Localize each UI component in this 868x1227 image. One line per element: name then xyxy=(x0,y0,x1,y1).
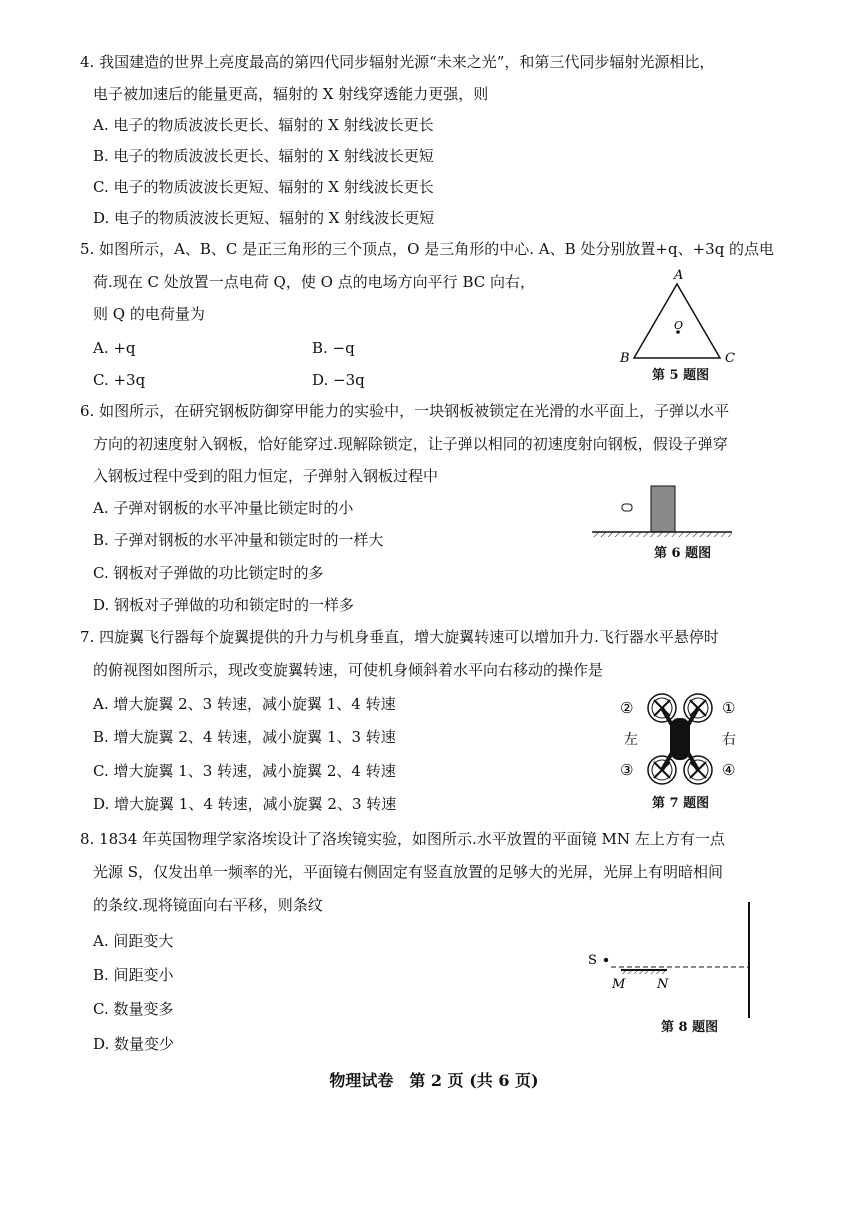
q7-option-c: C. 增大旋翼 1、3 转速，减小旋翼 2、4 转速 xyxy=(93,762,396,780)
rotor-3 xyxy=(648,756,676,784)
q7-figure-caption: 第 7 题图 xyxy=(652,796,710,811)
q4-option-d: D. 电子的物质波波长更短、辐射的 X 射线波长更短 xyxy=(93,209,435,227)
q8-option-c: C. 数量变多 xyxy=(93,1000,174,1018)
q8-option-b: B. 间距变小 xyxy=(93,966,174,984)
rotor-label-3: ③ xyxy=(620,761,634,779)
q5-option-b: B. −q xyxy=(312,339,355,357)
q6-option-b: B. 子弹对钢板的水平冲量和锁定时的一样大 xyxy=(93,531,384,549)
q5-option-d: D. −3q xyxy=(312,371,365,389)
direction-label-right: 右 xyxy=(722,732,736,748)
q7-option-a: A. 增大旋翼 2、3 转速，减小旋翼 1、4 转速 xyxy=(93,695,396,713)
center-label-o: O xyxy=(674,319,684,332)
q5-option-a: A. +q xyxy=(93,339,136,357)
rotor-label-4: ④ xyxy=(722,761,736,779)
q8-stem-line1: 8. 1834 年英国物理学家洛埃设计了洛埃镜实验，如图所示.水平放置的平面镜 MN 左上方有一点 xyxy=(80,830,725,848)
vertex-label-a: A xyxy=(674,268,684,283)
q8-figure-caption: 第 8 题图 xyxy=(661,1020,719,1035)
page-footer: 物理试卷 第 2 页 (共 6 页) xyxy=(329,1071,539,1090)
rotor-label-1: ① xyxy=(722,699,736,717)
q8-option-d: D. 数量变少 xyxy=(93,1035,175,1053)
bullet-shape xyxy=(622,504,632,511)
vertex-label-b: B xyxy=(620,351,630,366)
q6-option-d: D. 钢板对子弹做的功和锁定时的一样多 xyxy=(93,596,355,614)
q4-option-c: C. 电子的物质波波长更短、辐射的 X 射线波长更长 xyxy=(93,178,434,196)
rotor-2 xyxy=(648,694,676,722)
q4-stem-line1: 4. 我国建造的世界上亮度最高的第四代同步辐射光源“未来之光”，和第三代同步辐射光源相比， xyxy=(80,53,715,71)
q5-option-c: C. +3q xyxy=(93,371,146,389)
ground-hatch xyxy=(592,532,732,537)
rotor-1 xyxy=(684,694,712,722)
q6-stem-line2: 方向的初速度射入钢板，恰好能穿过.现解除锁定，让子弹以相同的初速度射向钢板，假设子弹穿 xyxy=(93,435,728,453)
q7-quadcopter-figure xyxy=(620,688,740,792)
source-point-s xyxy=(604,958,608,962)
q6-steel-plate-figure xyxy=(592,482,732,542)
vertex-label-c: C xyxy=(725,351,735,366)
source-label-s: S xyxy=(588,953,597,968)
steel-plate xyxy=(651,486,675,532)
q5-triangle-figure xyxy=(612,268,742,368)
q7-option-d: D. 增大旋翼 1、4 转速，减小旋翼 2、3 转速 xyxy=(93,795,397,813)
q7-stem-line2: 的俯视图如图所示，现改变旋翼转速，可使机身倾斜着水平向右移动的操作是 xyxy=(93,661,604,679)
q6-stem-line1: 6. 如图所示，在研究钢板防御穿甲能力的实验中，一块钢板被锁定在光滑的水平面上，子弹以水平 xyxy=(80,402,730,420)
q8-stem-line3: 的条纹.现将镜面向右平移，则条纹 xyxy=(93,896,323,914)
q5-stem-line1: 5. 如图所示，A、B、C 是正三角形的三个顶点，O 是三角形的中心. A、B 处分别放置+q、+3q 的点电 xyxy=(80,240,775,258)
rotor-4 xyxy=(684,756,712,784)
q6-stem-line3: 入钢板过程中受到的阻力恒定，子弹射入钢板过程中 xyxy=(93,467,439,485)
mirror-label-n: N xyxy=(657,977,669,992)
q8-stem-line2: 光源 S，仅发出单一频率的光，平面镜右侧固定有竖直放置的足够大的光屏，光屏上有明暗相间 xyxy=(93,863,724,881)
q7-stem-line1: 7. 四旋翼飞行器每个旋翼提供的升力与机身垂直，增大旋翼转速可以增加升力.飞行器水平悬停时 xyxy=(80,628,719,646)
q4-option-b: B. 电子的物质波波长更长、辐射的 X 射线波长更短 xyxy=(93,147,434,165)
q6-option-a: A. 子弹对钢板的水平冲量比锁定时的小 xyxy=(93,499,354,517)
q4-stem-line2: 电子被加速后的能量更高，辐射的 X 射线穿透能力更强，则 xyxy=(93,85,489,103)
q8-option-a: A. 间距变大 xyxy=(93,932,174,950)
rotor-label-2: ② xyxy=(620,699,634,717)
direction-label-left: 左 xyxy=(624,732,638,748)
q6-figure-caption: 第 6 题图 xyxy=(654,546,712,561)
q5-stem-line2: 荷.现在 C 处放置一点电荷 Q，使 O 点的电场方向平行 BC 向右， xyxy=(93,273,535,291)
q5-stem-line3: 则 Q 的电荷量为 xyxy=(93,305,205,323)
q7-option-b: B. 增大旋翼 2、4 转速，减小旋翼 1、3 转速 xyxy=(93,728,396,746)
q8-lloyd-mirror-figure xyxy=(585,898,755,1022)
q5-figure-caption: 第 5 题图 xyxy=(652,368,710,383)
q6-option-c: C. 钢板对子弹做的功比锁定时的多 xyxy=(93,564,324,582)
mirror-label-m: M xyxy=(612,977,626,992)
mirror-hatch xyxy=(621,970,667,974)
q4-option-a: A. 电子的物质波波长更长、辐射的 X 射线波长更长 xyxy=(93,116,434,134)
drone-body xyxy=(670,718,690,760)
